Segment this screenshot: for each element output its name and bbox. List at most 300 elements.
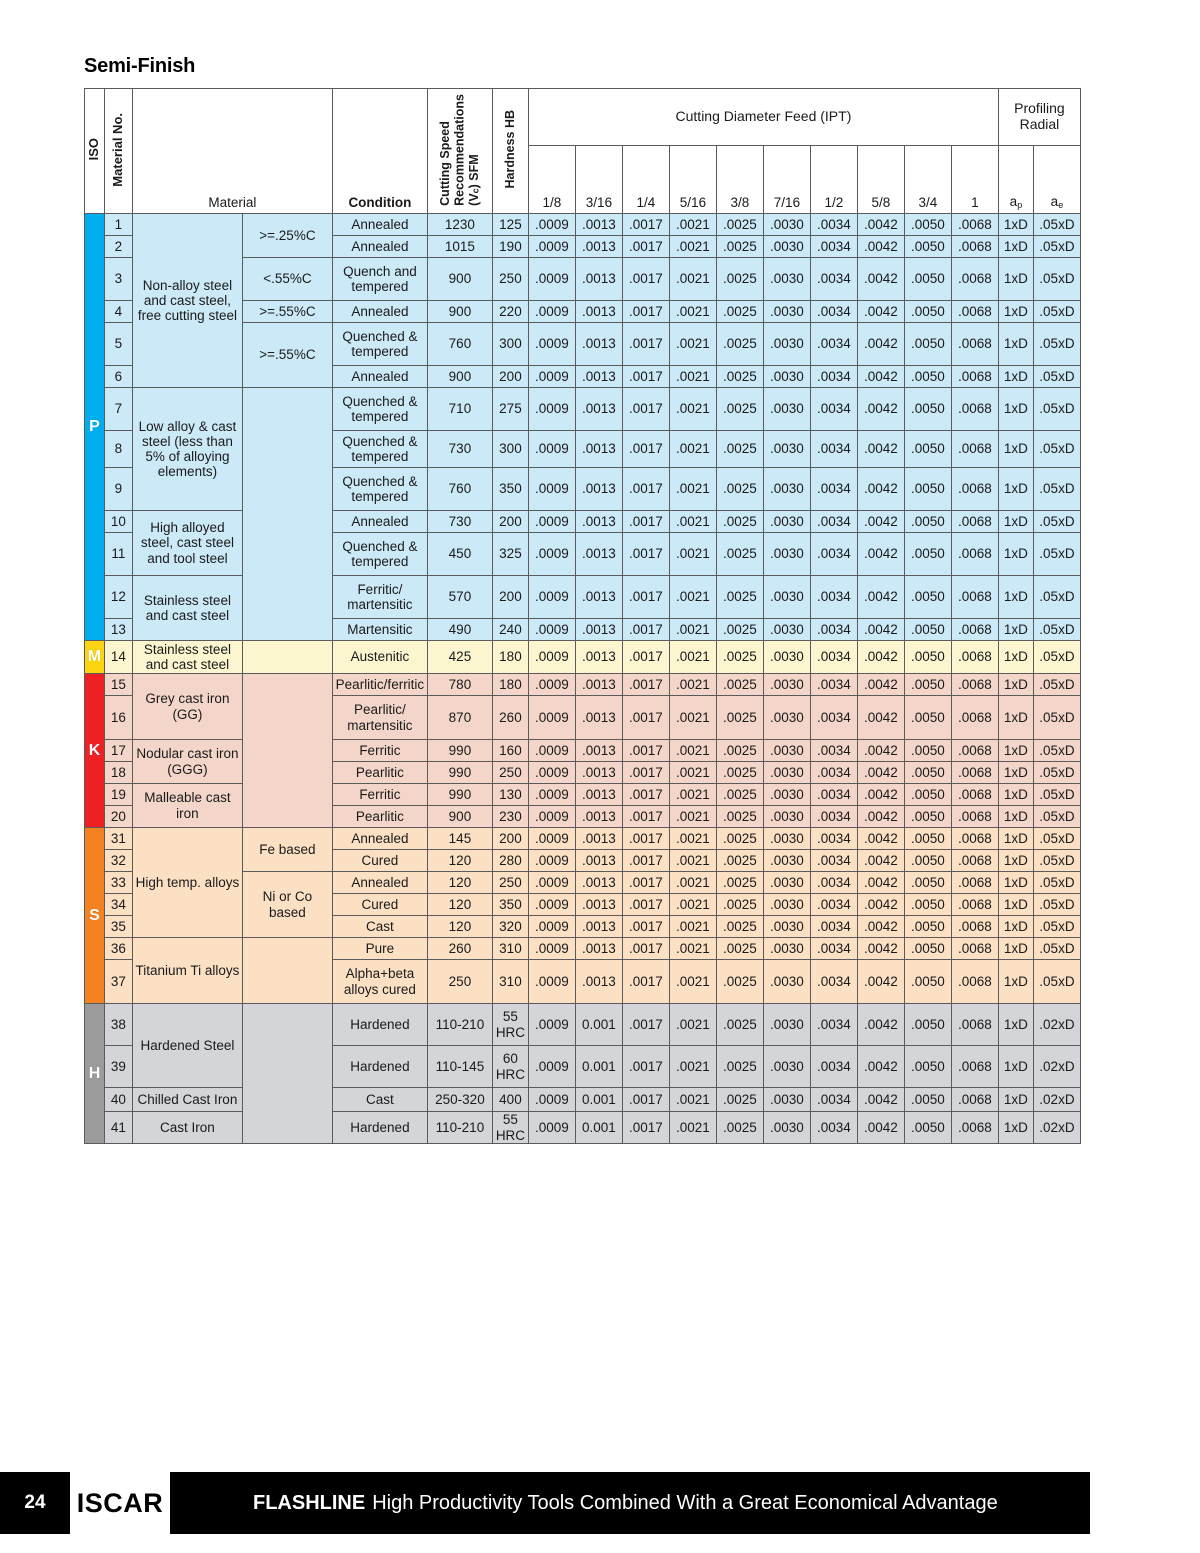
condition-cell: Pearlitic [332,762,427,784]
iso-group-cell-P [85,214,105,641]
feed-cell-3-4: .0050 [904,366,951,388]
cutting-speed-cell: 990 [427,784,492,806]
feed-cell-1-4: .0017 [622,674,669,696]
feed-cell-3-8: .0025 [716,762,763,784]
hardness-cell: 200 [492,511,528,533]
profiling-ap-cell: 1xD [998,468,1033,511]
feed-cell-5-16: .0021 [669,641,716,674]
feed-cell-1-2: .0034 [810,1046,857,1088]
feed-cell-1-2: .0034 [810,872,857,894]
feed-cell-3-8: .0025 [716,1046,763,1088]
profiling-ae-cell: .05xD [1033,872,1080,894]
feed-cell-3-16: .0013 [575,872,622,894]
cutting-speed-cell: 490 [427,619,492,641]
feed-cell-1-2: .0034 [810,850,857,872]
cutting-speed-cell: 730 [427,511,492,533]
header-ap: $a_p$ [998,146,1033,214]
feed-cell-1-2: .0034 [810,431,857,468]
feed-cell-3-4: .0050 [904,1088,951,1112]
condition-cell: Cured [332,894,427,916]
feed-cell-5-16: .0021 [669,1088,716,1112]
feed-cell-1-4: .0017 [622,511,669,533]
feed-cell-7-16: .0030 [763,696,810,740]
profiling-ae-cell: .05xD [1033,894,1080,916]
feed-cell-3-4: .0050 [904,696,951,740]
feed-cell-1: .0068 [951,762,998,784]
material-name-cell: Nodular cast iron (GGG) [132,740,242,784]
profiling-ap-cell: 1xD [998,872,1033,894]
condition-cell: Cast [332,1088,427,1112]
feed-cell-5-16: .0021 [669,301,716,323]
feed-cell-5-8: .0042 [857,214,904,236]
feed-cell-3-8: .0025 [716,696,763,740]
feed-cell-3-8: .0025 [716,806,763,828]
profiling-ae-cell: .05xD [1033,323,1080,366]
feed-cell-1-2: .0034 [810,323,857,366]
feed-cell-1-4: .0017 [622,850,669,872]
page-title: Semi-Finish [84,55,196,77]
profiling-ae-cell: .05xD [1033,258,1080,301]
feed-cell-5-16: .0021 [669,806,716,828]
cutting-speed-cell: 120 [427,916,492,938]
feed-cell-1-4: .0017 [622,762,669,784]
material-number-cell: 7 [104,388,132,431]
material-number-cell: 10 [104,511,132,533]
feed-cell-5-8: .0042 [857,641,904,674]
table-row [85,938,1081,960]
material-number-cell: 31 [104,828,132,850]
cutting-speed-cell: 570 [427,576,492,619]
feed-cell-7-16: .0030 [763,784,810,806]
condition-cell: Annealed [332,366,427,388]
material-name-cell: Non-alloy steel and cast steel, free cutting steel [132,214,242,388]
condition-cell: Pure [332,938,427,960]
feed-cell-1: .0068 [951,828,998,850]
hardness-cell: 55 HRC [492,1004,528,1046]
profiling-ap-cell: 1xD [998,1046,1033,1088]
feed-cell-3-16: .0013 [575,533,622,576]
feed-cell-1-4: .0017 [622,214,669,236]
feed-cell-1-8: .0009 [528,696,575,740]
hardness-cell: 180 [492,674,528,696]
material-number-cell: 35 [104,916,132,938]
profiling-ap-cell: 1xD [998,1088,1033,1112]
sub-condition-cell: Ni or Co based [242,872,332,938]
table-row [85,828,1081,850]
feed-cell-5-16: .0021 [669,468,716,511]
feed-cell-3-8: .0025 [716,1112,763,1144]
feed-cell-3-4: .0050 [904,1046,951,1088]
feed-cell-3-8: .0025 [716,674,763,696]
feed-cell-1-4: .0017 [622,258,669,301]
feed-cell-5-8: .0042 [857,806,904,828]
feed-cell-3-4: .0050 [904,784,951,806]
feed-cell-1: .0068 [951,619,998,641]
feed-cell-3-16: .0013 [575,468,622,511]
feed-cell-1-8: .0009 [528,214,575,236]
feed-cell-1-8: .0009 [528,511,575,533]
feed-cell-3-8: .0025 [716,960,763,1004]
feed-cell-5-8: .0042 [857,850,904,872]
feed-cell-1-2: .0034 [810,960,857,1004]
feed-cell-1-4: .0017 [622,960,669,1004]
header-profiling-radial: Profiling Radial [998,89,1080,146]
cutting-speed-cell: 110-210 [427,1112,492,1144]
profiling-ap-cell: 1xD [998,894,1033,916]
iso-group-label: P [89,418,100,436]
feed-cell-1-8: .0009 [528,323,575,366]
feed-cell-7-16: .0030 [763,1088,810,1112]
feed-cell-1-8: .0009 [528,533,575,576]
header-dia-3-16: 3/16 [575,146,622,214]
hardness-cell: 200 [492,366,528,388]
feed-cell-5-16: .0021 [669,214,716,236]
feed-cell-1: .0068 [951,894,998,916]
profiling-ae-cell: .05xD [1033,468,1080,511]
feed-cell-5-16: .0021 [669,366,716,388]
feed-cell-3-8: .0025 [716,740,763,762]
material-number-cell: 18 [104,762,132,784]
cutting-data-table [84,88,1081,1144]
profiling-ae-cell: .05xD [1033,850,1080,872]
profiling-ae-cell: .05xD [1033,619,1080,641]
feed-cell-1-2: .0034 [810,533,857,576]
feed-cell-7-16: .0030 [763,674,810,696]
feed-cell-1-2: .0034 [810,301,857,323]
feed-cell-3-8: .0025 [716,511,763,533]
hardness-cell: 250 [492,872,528,894]
feed-cell-5-8: .0042 [857,1004,904,1046]
material-number-cell: 36 [104,938,132,960]
cutting-speed-cell: 710 [427,388,492,431]
feed-cell-1-4: .0017 [622,1046,669,1088]
feed-cell-1-4: .0017 [622,431,669,468]
condition-cell: Quenched & tempered [332,323,427,366]
profiling-ap-cell: 1xD [998,960,1033,1004]
profiling-ae-cell: .05xD [1033,388,1080,431]
cutting-speed-cell: 250 [427,960,492,1004]
feed-cell-5-16: .0021 [669,1112,716,1144]
feed-cell-1-4: .0017 [622,533,669,576]
feed-cell-3-16: 0.001 [575,1004,622,1046]
feed-cell-3-8: .0025 [716,258,763,301]
sub-condition-cell: >=.55%C [242,323,332,388]
hardness-cell: 60 HRC [492,1046,528,1088]
feed-cell-5-16: .0021 [669,916,716,938]
feed-cell-5-16: .0021 [669,511,716,533]
feed-cell-1: .0068 [951,806,998,828]
hardness-cell: 250 [492,762,528,784]
feed-cell-1-2: .0034 [810,576,857,619]
profiling-ap-cell: 1xD [998,641,1033,674]
feed-cell-1-8: .0009 [528,960,575,1004]
feed-cell-3-4: .0050 [904,1112,951,1144]
footer-tagline-bar [170,1472,1090,1534]
sub-condition-cell [242,1004,332,1144]
header-material-no: Material No. [104,89,132,214]
feed-cell-5-8: .0042 [857,431,904,468]
material-number-cell: 33 [104,872,132,894]
feed-cell-5-8: .0042 [857,468,904,511]
footer-page-number: 24 [24,1492,46,1513]
feed-cell-3-8: .0025 [716,938,763,960]
feed-cell-1: .0068 [951,960,998,1004]
hardness-cell: 310 [492,938,528,960]
feed-cell-5-16: .0021 [669,828,716,850]
feed-cell-1-2: .0034 [810,619,857,641]
feed-cell-1-4: .0017 [622,916,669,938]
page-footer [0,1472,1200,1534]
feed-cell-5-16: .0021 [669,762,716,784]
feed-cell-1-4: .0017 [622,740,669,762]
condition-cell: Quenched & tempered [332,431,427,468]
feed-cell-1-4: .0017 [622,388,669,431]
feed-cell-5-8: .0042 [857,619,904,641]
material-number-cell: 8 [104,431,132,468]
cutting-speed-cell: 730 [427,431,492,468]
feed-cell-1-8: .0009 [528,806,575,828]
feed-cell-7-16: .0030 [763,533,810,576]
feed-cell-3-4: .0050 [904,762,951,784]
material-number-cell: 14 [104,641,132,674]
feed-cell-3-8: .0025 [716,301,763,323]
feed-cell-3-4: .0050 [904,236,951,258]
header-dia-3-8: 3/8 [716,146,763,214]
feed-cell-1-2: .0034 [810,938,857,960]
hardness-cell: 180 [492,641,528,674]
profiling-ap-cell: 1xD [998,431,1033,468]
feed-cell-3-16: .0013 [575,762,622,784]
feed-cell-1-4: .0017 [622,872,669,894]
material-number-cell: 13 [104,619,132,641]
profiling-ae-cell: .05xD [1033,641,1080,674]
hardness-cell: 325 [492,533,528,576]
cutting-data-table-container [84,88,1081,1144]
hardness-cell: 350 [492,894,528,916]
material-name-cell: Chilled Cast Iron [132,1088,242,1112]
feed-cell-3-4: .0050 [904,1004,951,1046]
profiling-ae-cell: .05xD [1033,960,1080,1004]
sub-condition-cell [242,674,332,828]
feed-cell-5-16: .0021 [669,576,716,619]
sub-condition-cell [242,938,332,1004]
feed-cell-1-2: .0034 [810,762,857,784]
feed-cell-7-16: .0030 [763,960,810,1004]
profiling-ae-cell: .05xD [1033,674,1080,696]
hardness-cell: 400 [492,1088,528,1112]
feed-cell-5-8: .0042 [857,511,904,533]
feed-cell-1-8: .0009 [528,938,575,960]
feed-cell-3-8: .0025 [716,323,763,366]
condition-cell: Annealed [332,301,427,323]
cutting-speed-cell: 990 [427,740,492,762]
hardness-cell: 275 [492,388,528,431]
cutting-speed-cell: 120 [427,894,492,916]
footer-tagline-bold: FLASHLINE [253,1491,366,1514]
feed-cell-1-4: .0017 [622,576,669,619]
feed-cell-3-4: .0050 [904,619,951,641]
feed-cell-5-16: .0021 [669,1004,716,1046]
feed-cell-1-4: .0017 [622,828,669,850]
feed-cell-1-4: .0017 [622,806,669,828]
hardness-cell: 350 [492,468,528,511]
feed-cell-1-2: .0034 [810,641,857,674]
condition-cell: Ferritic [332,784,427,806]
feed-cell-3-16: .0013 [575,960,622,1004]
feed-cell-5-8: .0042 [857,960,904,1004]
feed-cell-1-8: .0009 [528,258,575,301]
feed-cell-1-2: .0034 [810,388,857,431]
feed-cell-3-8: .0025 [716,366,763,388]
feed-cell-7-16: .0030 [763,214,810,236]
profiling-ae-cell: .05xD [1033,301,1080,323]
feed-cell-5-8: .0042 [857,938,904,960]
feed-cell-5-16: .0021 [669,388,716,431]
profiling-ap-cell: 1xD [998,258,1033,301]
material-number-cell: 15 [104,674,132,696]
profiling-ae-cell: .05xD [1033,511,1080,533]
feed-cell-1-8: .0009 [528,641,575,674]
feed-cell-1-4: .0017 [622,696,669,740]
feed-cell-5-16: .0021 [669,784,716,806]
feed-cell-7-16: .0030 [763,641,810,674]
feed-cell-3-8: .0025 [716,828,763,850]
profiling-ap-cell: 1xD [998,323,1033,366]
feed-cell-5-16: .0021 [669,323,716,366]
header-dia-5-16: 5/16 [669,146,716,214]
material-name-cell: Titanium Ti alloys [132,938,242,1004]
hardness-cell: 300 [492,431,528,468]
feed-cell-3-16: .0013 [575,366,622,388]
feed-cell-3-16: .0013 [575,388,622,431]
header-iso: ISO [85,89,105,214]
profiling-ae-cell: .05xD [1033,806,1080,828]
profiling-ap-cell: 1xD [998,938,1033,960]
feed-cell-1: .0068 [951,1088,998,1112]
feed-cell-3-16: .0013 [575,236,622,258]
hardness-cell: 250 [492,258,528,301]
profiling-ap-cell: 1xD [998,784,1033,806]
condition-cell: Annealed [332,214,427,236]
feed-cell-1: .0068 [951,872,998,894]
feed-cell-5-16: .0021 [669,872,716,894]
feed-cell-1-4: .0017 [622,894,669,916]
feed-cell-1-4: .0017 [622,301,669,323]
cutting-speed-cell: 250-320 [427,1088,492,1112]
table-row [85,674,1081,696]
material-name-cell: High alloyed steel, cast steel and tool steel [132,511,242,576]
cutting-speed-cell: 760 [427,323,492,366]
feed-cell-1-4: .0017 [622,1004,669,1046]
header-dia-1: 1 [951,146,998,214]
profiling-ae-cell: .05xD [1033,938,1080,960]
feed-cell-1: .0068 [951,214,998,236]
cutting-speed-cell: 870 [427,696,492,740]
hardness-cell: 280 [492,850,528,872]
feed-cell-3-8: .0025 [716,641,763,674]
condition-cell: Quench and tempered [332,258,427,301]
feed-cell-1-8: .0009 [528,431,575,468]
profiling-ae-cell: .05xD [1033,431,1080,468]
feed-cell-3-8: .0025 [716,850,763,872]
feed-cell-1: .0068 [951,301,998,323]
feed-cell-5-16: .0021 [669,674,716,696]
feed-cell-3-16: .0013 [575,301,622,323]
profiling-ap-cell: 1xD [998,576,1033,619]
hardness-cell: 230 [492,806,528,828]
material-number-cell: 39 [104,1046,132,1088]
feed-cell-1-8: .0009 [528,1004,575,1046]
feed-cell-3-8: .0025 [716,619,763,641]
profiling-ap-cell: 1xD [998,366,1033,388]
header-dia-1-4: 1/4 [622,146,669,214]
feed-cell-3-16: .0013 [575,641,622,674]
feed-cell-3-16: .0013 [575,806,622,828]
feed-cell-3-16: .0013 [575,938,622,960]
feed-cell-1: .0068 [951,740,998,762]
feed-cell-3-4: .0050 [904,468,951,511]
material-number-cell: 40 [104,1088,132,1112]
feed-cell-1-2: .0034 [810,740,857,762]
feed-cell-1-2: .0034 [810,258,857,301]
feed-cell-3-4: .0050 [904,301,951,323]
feed-cell-1-8: .0009 [528,366,575,388]
feed-cell-7-16: .0030 [763,806,810,828]
cutting-speed-cell: 900 [427,301,492,323]
feed-cell-7-16: .0030 [763,872,810,894]
header-dia-1-8: 1/8 [528,146,575,214]
material-number-cell: 2 [104,236,132,258]
profiling-ae-cell: .02xD [1033,1112,1080,1144]
feed-cell-1-8: .0009 [528,828,575,850]
profiling-ap-cell: 1xD [998,850,1033,872]
hardness-cell: 55 HRC [492,1112,528,1144]
condition-cell: Hardened [332,1046,427,1088]
table-header [85,89,1081,214]
feed-cell-1-8: .0009 [528,1046,575,1088]
hardness-cell: 200 [492,828,528,850]
feed-cell-7-16: .0030 [763,323,810,366]
feed-cell-7-16: .0030 [763,894,810,916]
feed-cell-3-8: .0025 [716,388,763,431]
hardness-cell: 200 [492,576,528,619]
feed-cell-3-4: .0050 [904,960,951,1004]
iso-group-label: M [87,648,102,666]
table-row [85,214,1081,236]
feed-cell-5-16: .0021 [669,894,716,916]
feed-cell-1: .0068 [951,938,998,960]
material-name-cell: Stainless steel and cast steel [132,576,242,641]
sub-condition-cell: >=.25%C [242,214,332,258]
cutting-speed-cell: 1230 [427,214,492,236]
feed-cell-1: .0068 [951,696,998,740]
iso-group-cell-M [85,641,105,674]
material-number-cell: 9 [104,468,132,511]
feed-cell-3-8: .0025 [716,576,763,619]
feed-cell-1-2: .0034 [810,894,857,916]
cutting-speed-cell: 145 [427,828,492,850]
feed-cell-1-2: .0034 [810,1088,857,1112]
cutting-speed-cell: 260 [427,938,492,960]
table-row [85,1112,1081,1144]
profiling-ap-cell: 1xD [998,1112,1033,1144]
feed-cell-7-16: .0030 [763,431,810,468]
cutting-speed-cell: 900 [427,366,492,388]
feed-cell-7-16: .0030 [763,258,810,301]
feed-cell-7-16: .0030 [763,938,810,960]
feed-cell-1-8: .0009 [528,576,575,619]
feed-cell-1-2: .0034 [810,806,857,828]
